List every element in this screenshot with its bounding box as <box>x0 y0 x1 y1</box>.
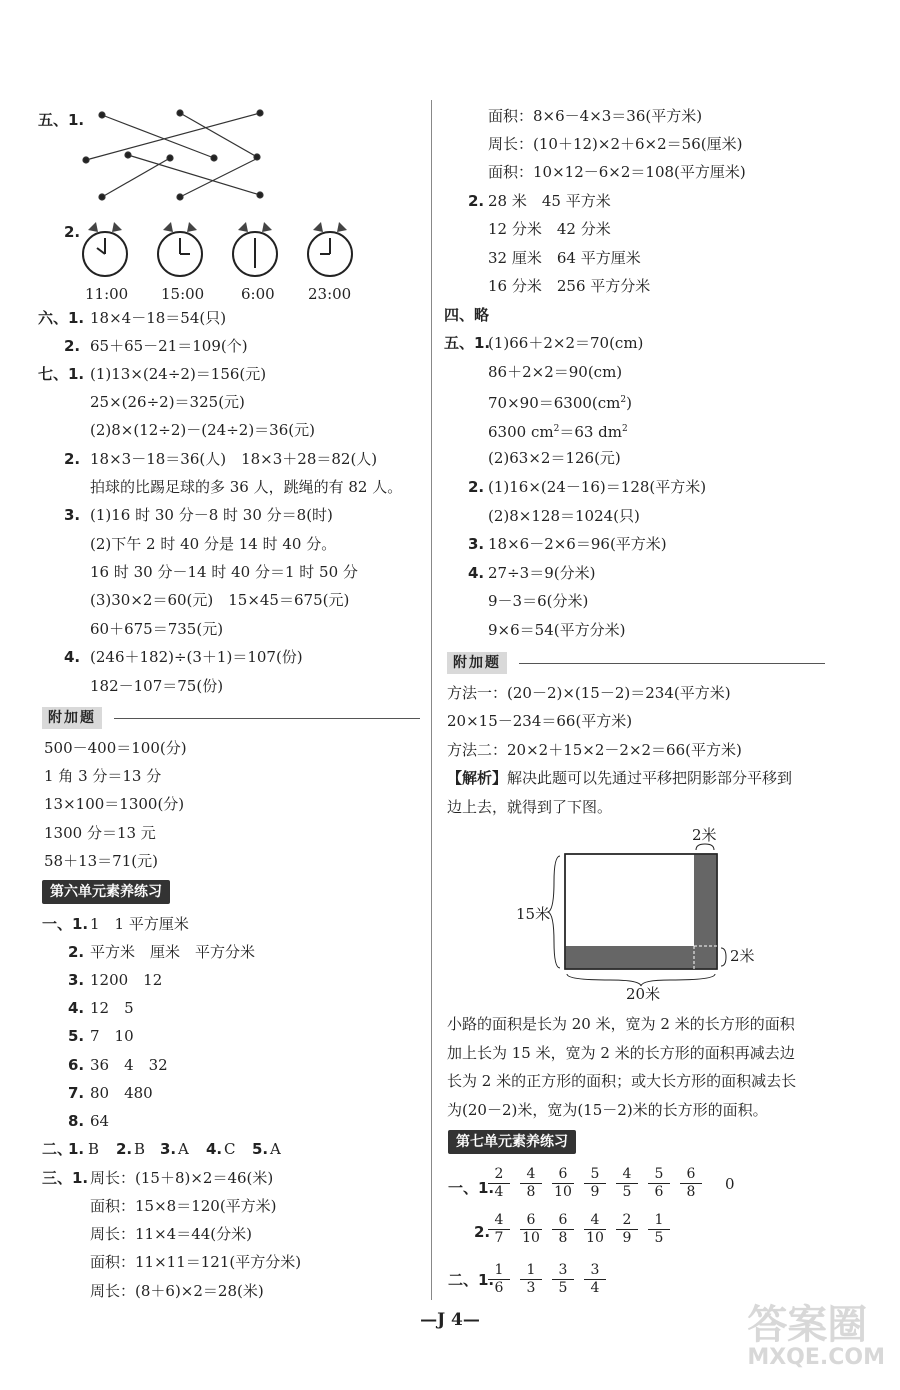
u2-a2: B <box>134 1140 146 1158</box>
s6-2-label: 2. <box>64 337 81 355</box>
u3-label: 三、1. <box>42 1169 89 1187</box>
r16: 18×6－2×6＝96(平方米) <box>488 535 667 553</box>
u1-3-label: 3. <box>68 971 85 989</box>
u1-8-label: 8. <box>68 1112 85 1130</box>
fraction-denominator: 6 <box>494 1280 504 1296</box>
fig-label-left: 15米 <box>516 905 551 923</box>
u3a: 周长：(15＋8)×2＝46(米) <box>90 1169 274 1187</box>
watermark <box>747 1304 885 1370</box>
u2-a5: A <box>270 1140 281 1158</box>
r1: 面积：8×6－4×3＝36(平方米) <box>488 107 703 125</box>
s7-1-label: 七、1. <box>38 365 85 383</box>
clock-time-2: 15:00 <box>161 285 205 303</box>
fraction-numerator: 1 <box>488 1262 510 1280</box>
u1-4-label: 4. <box>68 999 85 1017</box>
q1-label: 一、1. <box>448 1179 495 1197</box>
r14: (1)16×(24－16)＝128(平方米) <box>488 478 707 496</box>
s5-2-label: 2. <box>64 223 81 241</box>
fraction <box>616 1212 638 1247</box>
fig-label-bottom: 20米 <box>626 985 661 1003</box>
r10: 86＋2×2＝90(cm) <box>488 363 623 381</box>
fraction-numerator: 4 <box>616 1166 638 1184</box>
fraction-denominator: 5 <box>622 1184 632 1200</box>
u1-8: 64 <box>90 1112 110 1130</box>
u1-5-label: 5. <box>68 1027 85 1045</box>
s7-3a: (1)16 时 30 分－8 时 30 分＝8(时) <box>90 506 333 524</box>
u2-n5: 5. <box>252 1140 269 1158</box>
r15: (2)8×128＝1024(只) <box>488 507 640 525</box>
s6-2-answer: 65＋65－21＝109(个) <box>90 337 248 355</box>
fraction <box>648 1212 670 1247</box>
unit7-title: 第七单元素养练习 <box>448 1130 576 1154</box>
p3: 长为 2 米的正方形的面积；或大长方形的面积减去长 <box>447 1072 797 1090</box>
fraction <box>648 1166 670 1201</box>
fraction-denominator: 6 <box>654 1184 664 1200</box>
s7-2-label: 2. <box>64 450 81 468</box>
s7-1a: (1)13×(24÷2)＝156(元) <box>90 365 267 383</box>
u2-label: 二、 <box>42 1140 73 1158</box>
u2-a1: B <box>88 1140 100 1158</box>
p1: 小路的面积是长为 20 米，宽为 2 米的长方形的面积 <box>447 1015 795 1033</box>
r12-sup2: 2 <box>622 424 628 434</box>
r4-label: 2. <box>468 192 485 210</box>
u1-1: 1 1 平方厘米 <box>90 915 189 933</box>
r7: 16 分米 256 平方分米 <box>488 277 651 295</box>
extra-header-right <box>447 652 825 674</box>
s7-3-label: 3. <box>64 506 81 524</box>
u2-a4: C <box>224 1140 236 1158</box>
column-divider <box>431 100 432 1300</box>
fraction <box>584 1166 606 1201</box>
r13: (2)63×2＝126(元) <box>488 449 621 467</box>
r17: 27÷3＝9(分米) <box>488 564 596 582</box>
extra-tag: 附加题 <box>447 652 507 674</box>
u1-7-label: 7. <box>68 1084 85 1102</box>
r5: 12 分米 42 分米 <box>488 220 611 238</box>
watermark-bottom: MXQE.COM <box>747 1345 885 1370</box>
fraction <box>520 1212 542 1247</box>
r11-text: 70×90＝6300(cm <box>488 394 621 412</box>
fraction-numerator: 2 <box>488 1166 510 1184</box>
fig-label-top: 2米 <box>692 826 717 844</box>
u3b: 面积：15×8＝120(平方米) <box>90 1197 277 1215</box>
fraction-denominator: 4 <box>590 1280 600 1296</box>
fig-label-right: 2米 <box>730 947 755 965</box>
fraction-numerator: 1 <box>648 1212 670 1230</box>
u1-7: 80 480 <box>90 1084 153 1102</box>
r11 <box>488 390 632 413</box>
u1-2: 平方米 厘米 平方分米 <box>90 943 256 961</box>
fraction <box>552 1262 574 1297</box>
r4: 28 米 45 平方米 <box>488 192 611 210</box>
r19: 9×6＝54(平方分米) <box>488 621 626 639</box>
u1-6: 36 4 32 <box>90 1056 168 1074</box>
fraction-numerator: 6 <box>552 1212 574 1230</box>
fraction <box>584 1262 606 1297</box>
u1-1-label: 一、1. <box>42 915 89 933</box>
fraction-denominator: 5 <box>558 1280 568 1296</box>
fraction-numerator: 4 <box>584 1212 606 1230</box>
fraction-denominator: 9 <box>622 1230 632 1246</box>
r12 <box>488 419 628 442</box>
fraction-numerator: 3 <box>552 1262 574 1280</box>
u3d: 面积：11×11＝121(平方分米) <box>90 1253 302 1271</box>
jiexi-2: 边上去，就得到了下图。 <box>447 798 613 816</box>
r14-label: 2. <box>468 478 485 496</box>
u1-2-label: 2. <box>68 943 85 961</box>
extra-header-left <box>42 707 420 729</box>
ex-2: 1 角 3 分＝13 分 <box>44 767 162 785</box>
fraction <box>616 1166 638 1201</box>
fraction <box>552 1212 574 1247</box>
s6-1-answer: 18×4－18＝54(只) <box>90 309 227 327</box>
s5-1-label: 五、1. <box>38 111 85 129</box>
fraction-denominator: 8 <box>686 1184 696 1200</box>
s7-3b: (2)下午 2 时 40 分是 14 时 40 分。 <box>90 535 337 553</box>
r12-sup1: 2 <box>553 424 560 434</box>
p4: 为(20－2)米，宽为(15－2)米的长方形的面积。 <box>447 1101 768 1119</box>
fraction-denominator: 10 <box>522 1230 540 1246</box>
ex-3: 13×100＝1300(分) <box>44 795 185 813</box>
r17-label: 4. <box>468 564 485 582</box>
r11-end: ) <box>626 394 632 412</box>
clock-time-1: 11:00 <box>85 285 129 303</box>
s7-2b: 拍球的比踢足球的多 36 人，跳绳的有 82 人。 <box>90 478 403 496</box>
u2-n2: 2. <box>116 1140 133 1158</box>
q1-tail: 0 <box>725 1175 735 1193</box>
fraction <box>488 1166 510 1201</box>
s7-3c: 16 时 30 分－14 时 40 分＝1 时 50 分 <box>90 563 358 581</box>
fraction-denominator: 10 <box>554 1184 572 1200</box>
r12-b: ＝63 dm <box>559 423 622 441</box>
m2: 20×15－234＝66(平方米) <box>447 712 633 730</box>
fraction-denominator: 8 <box>526 1184 536 1200</box>
u2-n4: 4. <box>206 1140 223 1158</box>
u1-6-label: 6. <box>68 1056 85 1074</box>
r9-label: 五、1. <box>444 334 491 352</box>
matching-lines-diagram <box>80 105 280 205</box>
u2-n3: 3. <box>160 1140 177 1158</box>
fraction-numerator: 4 <box>520 1166 542 1184</box>
clock-time-3: 6:00 <box>241 285 275 303</box>
q3-label: 二、1. <box>448 1271 495 1289</box>
jiexi-text1: 解决此题可以先通过平移把阴影部分平移到 <box>507 769 793 787</box>
s7-2a: 18×3－18＝36(人) 18×3＋28＝82(人) <box>90 450 378 468</box>
p2: 加上长为 15 米，宽为 2 米的长方形的面积再减去边 <box>447 1044 795 1062</box>
fraction-denominator: 10 <box>586 1230 604 1246</box>
fraction <box>552 1166 574 1201</box>
ex-5: 58＋13＝71(元) <box>44 852 158 870</box>
fraction <box>520 1262 542 1297</box>
clock-time-4: 23:00 <box>308 285 352 303</box>
s7-1b: 25×(26÷2)＝325(元) <box>90 393 245 411</box>
fraction <box>488 1262 510 1297</box>
extra-rule <box>114 718 420 719</box>
u1-5: 7 10 <box>90 1027 134 1045</box>
fraction-denominator: 7 <box>494 1230 504 1246</box>
u1-4: 12 5 <box>90 999 134 1017</box>
q2-label: 2. <box>474 1223 491 1241</box>
fraction-numerator: 6 <box>552 1166 574 1184</box>
clock-diagram <box>78 218 368 284</box>
fraction-numerator: 5 <box>648 1166 670 1184</box>
s7-3e: 60＋675＝735(元) <box>90 620 224 638</box>
fraction-denominator: 3 <box>526 1280 536 1296</box>
fraction-numerator: 3 <box>584 1262 606 1280</box>
unit6-title: 第六单元素养练习 <box>42 880 170 904</box>
r2: 周长：(10＋12)×2＋6×2＝56(厘米) <box>488 135 743 153</box>
r8: 四、略 <box>444 306 490 324</box>
page-number: —J 4— <box>420 1310 480 1330</box>
s7-4b: 182－107＝75(份) <box>90 677 224 695</box>
u2-n1: 1. <box>68 1140 85 1158</box>
jiexi-1 <box>447 768 792 788</box>
r16-label: 3. <box>468 535 485 553</box>
fraction-denominator: 5 <box>654 1230 664 1246</box>
s7-3d: (3)30×2＝60(元) 15×45＝675(元) <box>90 591 350 609</box>
s7-4-label: 4. <box>64 648 81 666</box>
s6-1-label: 六、1. <box>38 309 85 327</box>
extra-rule <box>519 663 825 664</box>
fraction <box>488 1212 510 1247</box>
s7-4a: (246＋182)÷(3＋1)＝107(份) <box>90 648 303 666</box>
fraction-denominator: 9 <box>590 1184 600 1200</box>
watermark-top: 答案圈 <box>747 1302 868 1348</box>
u3e: 周长：(8＋6)×2＝28(米) <box>90 1282 264 1300</box>
r6: 32 厘米 64 平方厘米 <box>488 249 641 267</box>
fraction-denominator: 4 <box>494 1184 504 1200</box>
r11-sup: 2 <box>620 395 627 405</box>
u1-3: 1200 12 <box>90 971 163 989</box>
u2-a3: A <box>178 1140 189 1158</box>
fraction-numerator: 1 <box>520 1262 542 1280</box>
fraction-denominator: 8 <box>558 1230 568 1246</box>
extra-tag: 附加题 <box>42 707 102 729</box>
fraction <box>680 1166 702 1201</box>
r3: 面积：10×12－6×2＝108(平方厘米) <box>488 163 746 181</box>
r18: 9－3＝6(分米) <box>488 592 589 610</box>
r12-a: 6300 cm <box>488 423 554 441</box>
ex-1: 500－400＝100(分) <box>44 739 187 757</box>
s7-1c: (2)8×(12÷2)－(24÷2)＝36(元) <box>90 421 315 439</box>
fraction-numerator: 2 <box>616 1212 638 1230</box>
r9: (1)66＋2×2＝70(cm) <box>488 334 644 352</box>
m1: 方法一：(20－2)×(15－2)＝234(平方米) <box>447 684 731 702</box>
fraction-numerator: 6 <box>680 1166 702 1184</box>
ex-4: 1300 分＝13 元 <box>44 824 156 842</box>
fraction-numerator: 6 <box>520 1212 542 1230</box>
fraction-numerator: 5 <box>584 1166 606 1184</box>
jiexi-tag: 【解析】 <box>447 769 508 787</box>
fraction <box>520 1166 542 1201</box>
fraction-numerator: 4 <box>488 1212 510 1230</box>
u3c: 周长：11×4＝44(分米) <box>90 1225 252 1243</box>
m3: 方法二：20×2＋15×2－2×2＝66(平方米) <box>447 741 742 759</box>
fraction <box>584 1212 606 1247</box>
